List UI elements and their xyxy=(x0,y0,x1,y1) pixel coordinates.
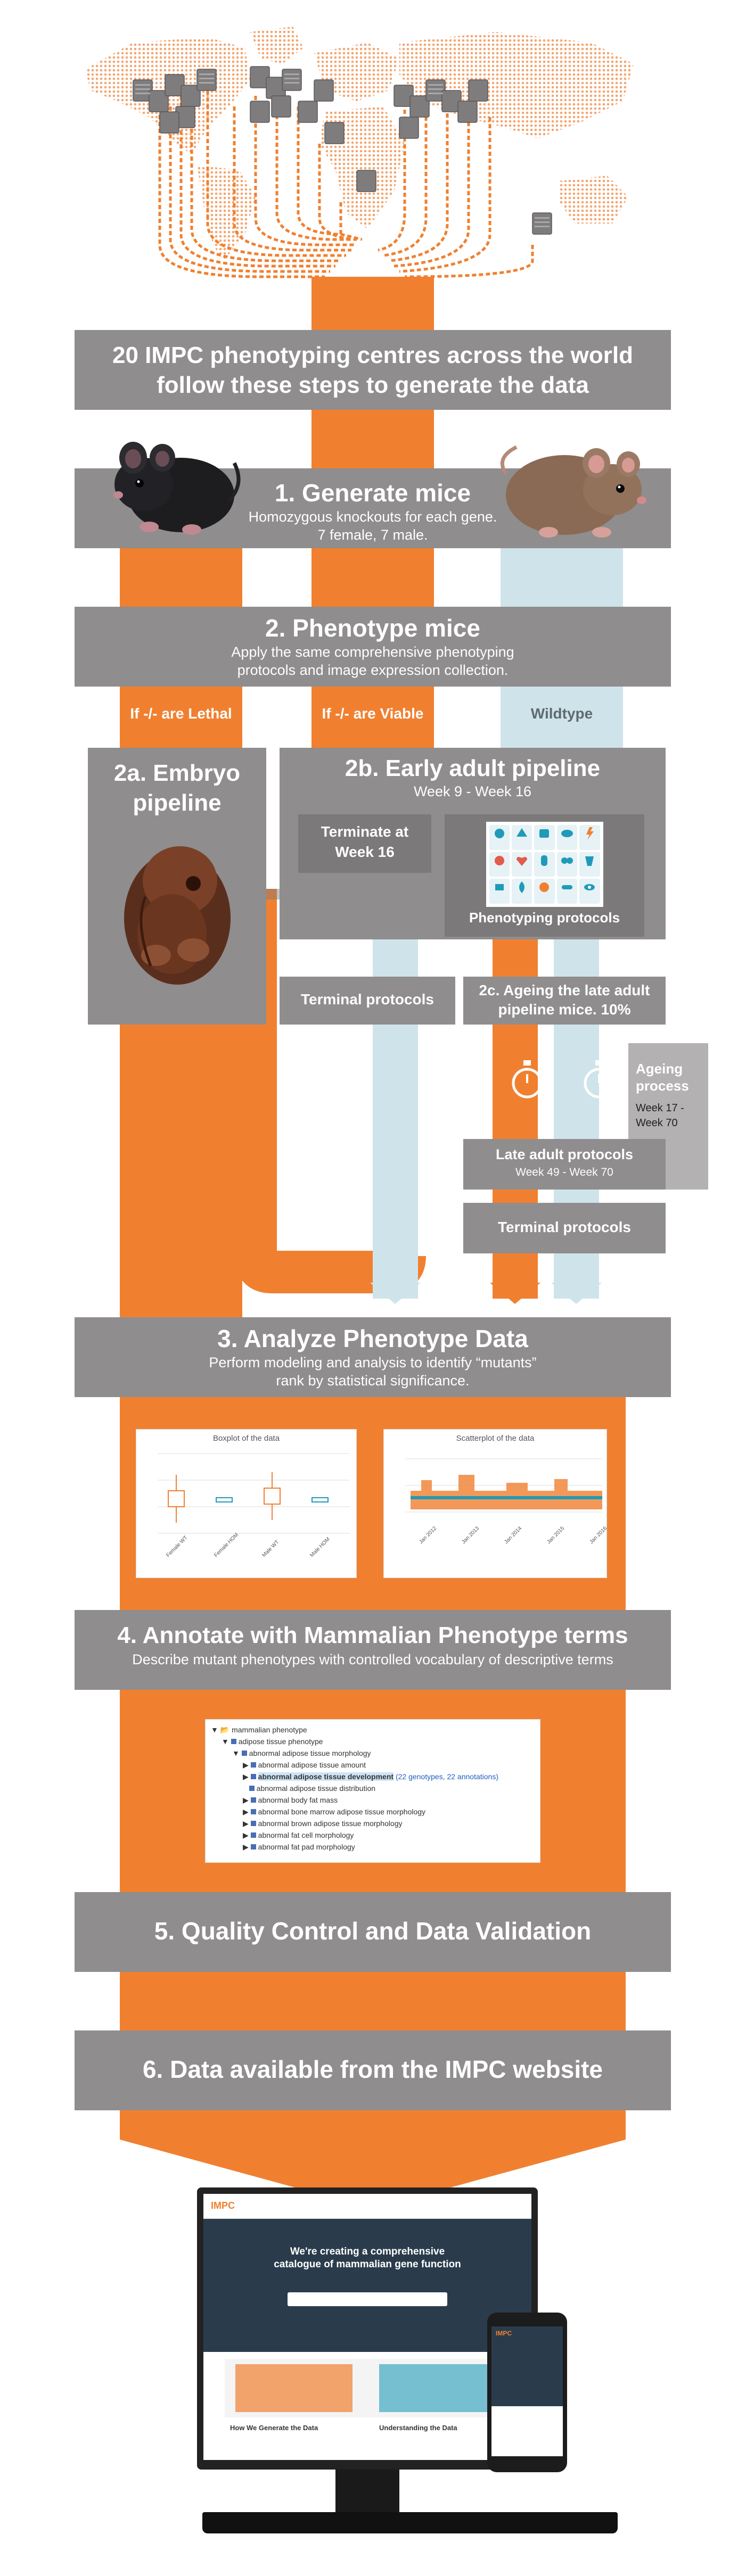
main-trunk xyxy=(311,277,434,330)
terminate-line-2: Week 16 xyxy=(335,844,395,860)
stopwatch-icon xyxy=(509,1059,546,1102)
ontology-level1: ▼ adipose tissue phenotype xyxy=(222,1737,323,1746)
ontology-root: ▼ 📂 mammalian phenotype xyxy=(211,1725,307,1734)
ontology-item[interactable]: abnormal adipose tissue distribution xyxy=(211,1782,540,1794)
branch-label-wildtype: Wildtype xyxy=(530,705,593,722)
step3-title: 3. Analyze Phenotype Data xyxy=(217,1325,528,1352)
ontology-level1-label: adipose tissue phenotype xyxy=(238,1737,323,1746)
step4-line-1: Describe mutant phenotypes with controlled vocabulary of descriptive terms xyxy=(132,1652,613,1667)
terminal-protocols-label-2: Terminal protocols xyxy=(498,1219,631,1235)
scatterplot-title: Scatterplot of the data xyxy=(456,1434,535,1443)
step2-line-1: Apply the same comprehensive phenotyping xyxy=(231,644,514,660)
header-banner xyxy=(75,330,671,410)
ontology-item[interactable]: ▶ abnormal body fat mass xyxy=(243,1796,338,1804)
step2-line-2: protocols and image expression collection. xyxy=(237,662,509,678)
terminal-protocols-box-1 xyxy=(280,977,455,1025)
boxplot-chart xyxy=(136,1443,356,1571)
svg-text:Jan 2013: Jan 2013 xyxy=(461,1525,481,1546)
ontology-tree-panel xyxy=(205,1719,540,1863)
step1-line-1: Homozygous knockouts for each gene. xyxy=(248,509,497,525)
server-icons-group xyxy=(128,59,607,240)
protocol-icon xyxy=(579,879,600,904)
phone-device xyxy=(487,2313,567,2472)
ageing-line-1: 2c. Ageing the late adult xyxy=(479,982,650,998)
ageing-line-2: pipeline mice. 10% xyxy=(498,1001,631,1018)
step3-box xyxy=(75,1317,671,1397)
website-screen xyxy=(203,2194,531,2460)
protocol-icon xyxy=(557,825,577,850)
step2-box xyxy=(75,607,671,687)
svg-text:Jan 2012: Jan 2012 xyxy=(418,1525,438,1546)
protocol-icon xyxy=(512,825,532,850)
website-header-bar xyxy=(203,2194,531,2219)
phenotyping-protocols-box xyxy=(445,814,644,937)
embryo-title-line-2: pipeline xyxy=(133,790,222,816)
ageing-process-line-2: process xyxy=(636,1078,689,1094)
protocol-icon xyxy=(557,852,577,877)
svg-text:Female WT: Female WT xyxy=(165,1534,189,1559)
website-logo[interactable]: IMPC xyxy=(211,2200,235,2211)
ontology-item-highlighted[interactable]: ▶ abnormal adipose tissue development (22 genotypes, 22 annotations) xyxy=(243,1772,498,1781)
step1-title: 1. Generate mice xyxy=(274,479,471,507)
scatterplot-chart xyxy=(384,1443,606,1571)
website-section-2-title[interactable]: Understanding the Data xyxy=(379,2424,457,2432)
terminal-protocols-label-1: Terminal protocols xyxy=(301,991,434,1008)
protocol-icon xyxy=(489,852,510,877)
header-line-2: follow these steps to generate the data xyxy=(157,372,589,398)
protocol-icon xyxy=(579,825,600,850)
ontology-item[interactable]: ▶ abnormal adipose tissue amount xyxy=(243,1761,366,1769)
terminal-protocols-box-2 xyxy=(463,1203,666,1253)
website-section-1-title[interactable]: How We Generate the Data xyxy=(230,2424,318,2432)
protocol-icon xyxy=(534,825,554,850)
embryo-title-line-1: 2a. Embryo xyxy=(113,760,241,786)
boxplot-panel xyxy=(136,1429,357,1578)
protocol-icon xyxy=(557,879,577,904)
ontology-item[interactable]: ▶ abnormal fat cell morphology xyxy=(243,1831,354,1839)
branch-label-viable: If -/- are Viable xyxy=(322,705,424,722)
phenotyping-protocols-label: Phenotyping protocols xyxy=(469,910,620,926)
protocol-icons-grid xyxy=(486,822,603,907)
step5-box xyxy=(75,1892,671,1972)
step3-line-1: Perform modeling and analysis to identify “mutants” xyxy=(209,1355,537,1370)
website-headline-1: We're creating a comprehensive xyxy=(290,2246,445,2257)
ontology-level2: ▼ abnormal adipose tissue morphology xyxy=(232,1749,371,1757)
monitor-stand xyxy=(335,2470,399,2512)
ageing-box xyxy=(463,977,666,1025)
svg-text:Male WT: Male WT xyxy=(261,1539,281,1559)
late-adult-title: Late adult protocols xyxy=(495,1146,634,1162)
phone-logo: IMPC xyxy=(496,2330,512,2337)
website-headline-2: catalogue of mammalian gene function xyxy=(274,2259,461,2270)
branch-label-lethal: If -/- are Lethal xyxy=(130,705,232,722)
ontology-level2-label: abnormal adipose tissue morphology xyxy=(249,1749,371,1757)
protocol-icon xyxy=(512,879,532,904)
header-line-1: 20 IMPC phenotyping centres across the world xyxy=(112,342,633,368)
step5-title: 5. Quality Control and Data Validation xyxy=(154,1917,592,1945)
step3-line-2: rank by statistical significance. xyxy=(276,1373,470,1389)
terminate-line-1: Terminate at xyxy=(321,823,409,840)
step6-box xyxy=(75,2030,671,2110)
black-mouse-image xyxy=(101,420,245,543)
terminate-box xyxy=(298,814,431,873)
ontology-highlight-note[interactable]: (22 genotypes, 22 annotations) xyxy=(395,1772,498,1781)
step6-title: 6. Data available from the IMPC website xyxy=(142,2055,603,2083)
early-adult-weeks: Week 9 - Week 16 xyxy=(413,783,532,799)
ageing-process-line-4: Week 70 xyxy=(636,1117,678,1129)
protocol-icon xyxy=(534,852,554,877)
website-diagram-area xyxy=(225,2359,507,2417)
protocol-icon xyxy=(489,825,510,850)
ageing-process-line-1: Ageing xyxy=(636,1061,683,1077)
embryo-image xyxy=(113,833,241,993)
brown-mouse-image xyxy=(495,426,655,548)
ageing-process-line-3: Week 17 - xyxy=(636,1102,684,1114)
late-adult-weeks: Week 49 - Week 70 xyxy=(515,1166,613,1178)
svg-text:Male HOM: Male HOM xyxy=(309,1536,331,1559)
monitor-base xyxy=(202,2512,618,2533)
step4-box xyxy=(75,1610,671,1690)
step1-line-2: 7 female, 7 male. xyxy=(317,527,428,543)
ontology-item[interactable]: ▶ abnormal brown adipose tissue morphology xyxy=(243,1819,403,1828)
svg-text:Jan 2014: Jan 2014 xyxy=(503,1525,523,1546)
stopwatch-icon xyxy=(580,1059,618,1102)
svg-text:Jan 2016: Jan 2016 xyxy=(588,1525,606,1546)
embryo-pipeline-box xyxy=(88,748,266,1025)
protocol-icon xyxy=(534,879,554,904)
website-search-bar[interactable] xyxy=(288,2292,447,2306)
website-hero xyxy=(203,2219,531,2352)
late-adult-protocols-box xyxy=(463,1139,666,1190)
protocol-icon xyxy=(579,852,600,877)
protocol-icon xyxy=(489,879,510,904)
svg-text:Jan 2015: Jan 2015 xyxy=(546,1525,566,1546)
svg-text:Female HOM: Female HOM xyxy=(213,1532,240,1559)
desktop-monitor xyxy=(197,2187,538,2470)
step4-title: 4. Annotate with Mammalian Phenotype terms xyxy=(117,1622,628,1648)
ontology-item[interactable]: ▶ abnormal bone marrow adipose tissue morphology xyxy=(243,1807,426,1816)
phone-content xyxy=(491,2406,563,2456)
ontology-root-label: mammalian phenotype xyxy=(232,1725,307,1734)
ontology-item[interactable]: ▶ abnormal fat pad morphology xyxy=(243,1843,355,1851)
phone-screen xyxy=(491,2326,563,2456)
protocol-icon xyxy=(512,852,532,877)
step2-title: 2. Phenotype mice xyxy=(265,614,480,642)
scatterplot-panel xyxy=(383,1429,607,1578)
boxplot-title: Boxplot of the data xyxy=(212,1434,280,1443)
early-adult-title: 2b. Early adult pipeline xyxy=(345,755,601,781)
